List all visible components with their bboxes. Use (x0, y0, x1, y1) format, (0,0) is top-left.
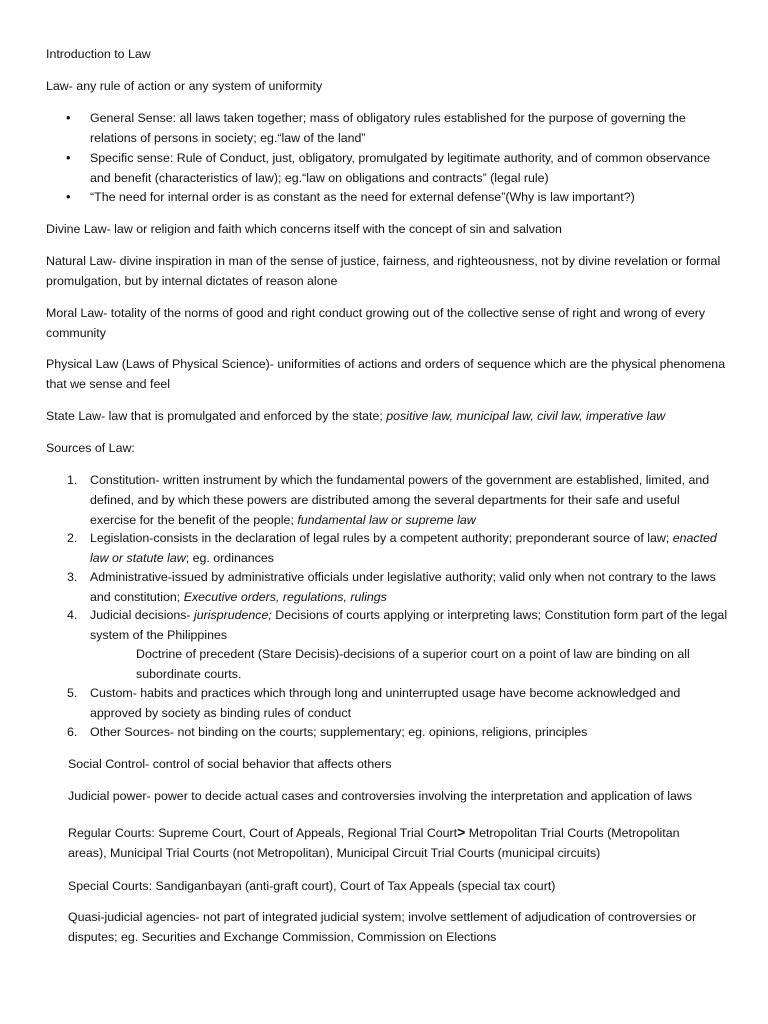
state-law-types: positive law, municipal law, civil law, imperative law (386, 409, 666, 423)
list-number: 4. (67, 608, 78, 622)
list-number: 5. (67, 686, 78, 700)
list-number: 3. (67, 570, 78, 584)
greater-than-symbol: > (457, 824, 466, 840)
bullet-dot-icon: • (66, 150, 71, 165)
divine-law: Divine Law- law or religion and faith which concerns itself with the concept of sin and salvation (46, 222, 562, 236)
moral-law: Moral Law- totality of the norms of good and right conduct growing out of the collective sense of right and wrong of every community (46, 306, 706, 340)
list-number: 1. (67, 473, 78, 487)
source-item-custom: Custom- habits and practices which through long and uninterrupted usage have become acknowledged and approved by society as binding rules of conduct (90, 686, 681, 720)
list-number: 2. (67, 531, 78, 545)
natural-law: Natural Law- divine inspiration in man of the sense of justice, fairness, and righteousness, not by divine revelation or formal promulgation, but by internal dictates of reason alone (46, 254, 721, 288)
source-text: Legislation-consists in the declaration of legal rules by a competent authority; preponderant source of law; (90, 531, 673, 545)
source-text: Judicial decisions- (90, 608, 194, 622)
special-courts: Special Courts: Sandiganbayan (anti-graft court), Court of Tax Appeals (special tax court) (68, 879, 556, 893)
doc-title: Introduction to Law (46, 47, 151, 61)
social-control: Social Control- control of social behavior that affects others (68, 757, 392, 771)
source-text: Constitution- written instrument by which the fundamental powers of the government are established, limited, and defined, and by which these powers are distributed among the several departments for their safe and useful exercise for the benefit of the people; (90, 473, 710, 527)
source-italic: Executive orders, regulations, rulings (183, 590, 387, 604)
regular-courts-text-cont: Metropolitan Trial Courts (Metropolitan areas), Municipal Trial Courts (not Metropolitan), Municipal Circuit Trial Courts (municipal circuits) (68, 826, 680, 860)
source-item-constitution (90, 470, 726, 530)
source-text-after: ; eg. ordinances (185, 551, 274, 565)
source-item-judicial (90, 605, 730, 645)
state-law (46, 406, 726, 426)
source-item-administrative (90, 567, 730, 607)
doctrine-of-precedent: Doctrine of precedent (Stare Decisis)-decisions of a superior court on a point of law are binding on all subordinate courts. (136, 647, 690, 681)
judicial-power: Judicial power- power to decide actual cases and controversies involving the interpretation and application of laws (68, 789, 693, 803)
regular-courts-text: Regular Courts: Supreme Court, Court of Appeals, Regional Trial Court (68, 826, 458, 840)
bullet-item: General Sense: all laws taken together; mass of obligatory rules established for the purpose of governing the relations of persons in society; eg.“law of the land” (90, 111, 686, 145)
law-definition: Law- any rule of action or any system of uniformity (46, 79, 323, 93)
bullet-dot-icon: • (66, 189, 71, 204)
quasi-judicial-agencies: Quasi-judicial agencies- not part of integrated judicial system; involve settlement of adjudication of controversies or disputes; eg. Securities and Exchange Commission, Commission on Elections (68, 910, 697, 944)
source-item-legislation (90, 528, 730, 568)
regular-courts (68, 822, 708, 863)
bullet-dot-icon: • (66, 110, 71, 125)
source-item-other: Other Sources- not binding on the courts; supplementary; eg. opinions, religions, principles (90, 725, 588, 739)
source-text-after: Decisions of courts applying or interpreting laws; Constitution form part of the legal system of the Philippines (90, 608, 728, 642)
source-italic: enacted law or statute law (90, 531, 717, 565)
bullet-item: Specific sense: Rule of Conduct, just, obligatory, promulgated by legitimate authority, and of common observance and benefit (characteristics of law); eg.“law on obligations and contracts” (legal rule) (90, 151, 711, 185)
sources-title: Sources of Law: (46, 441, 135, 455)
source-italic: jurisprudence; (194, 608, 272, 622)
state-law-text: State Law- law that is promulgated and enforced by the state; (46, 409, 387, 423)
list-number: 6. (67, 725, 78, 739)
source-text: Administrative-issued by administrative officials under legislative authority; valid only when not contrary to the laws and constitution; (90, 570, 716, 604)
source-italic: fundamental law or supreme law (297, 513, 476, 527)
bullet-item: “The need for internal order is as constant as the need for external defense”(Why is law important?) (90, 190, 635, 204)
physical-law: Physical Law (Laws of Physical Science)- uniformities of actions and orders of sequence which are the physical phenomena that we sense and feel (46, 357, 726, 391)
